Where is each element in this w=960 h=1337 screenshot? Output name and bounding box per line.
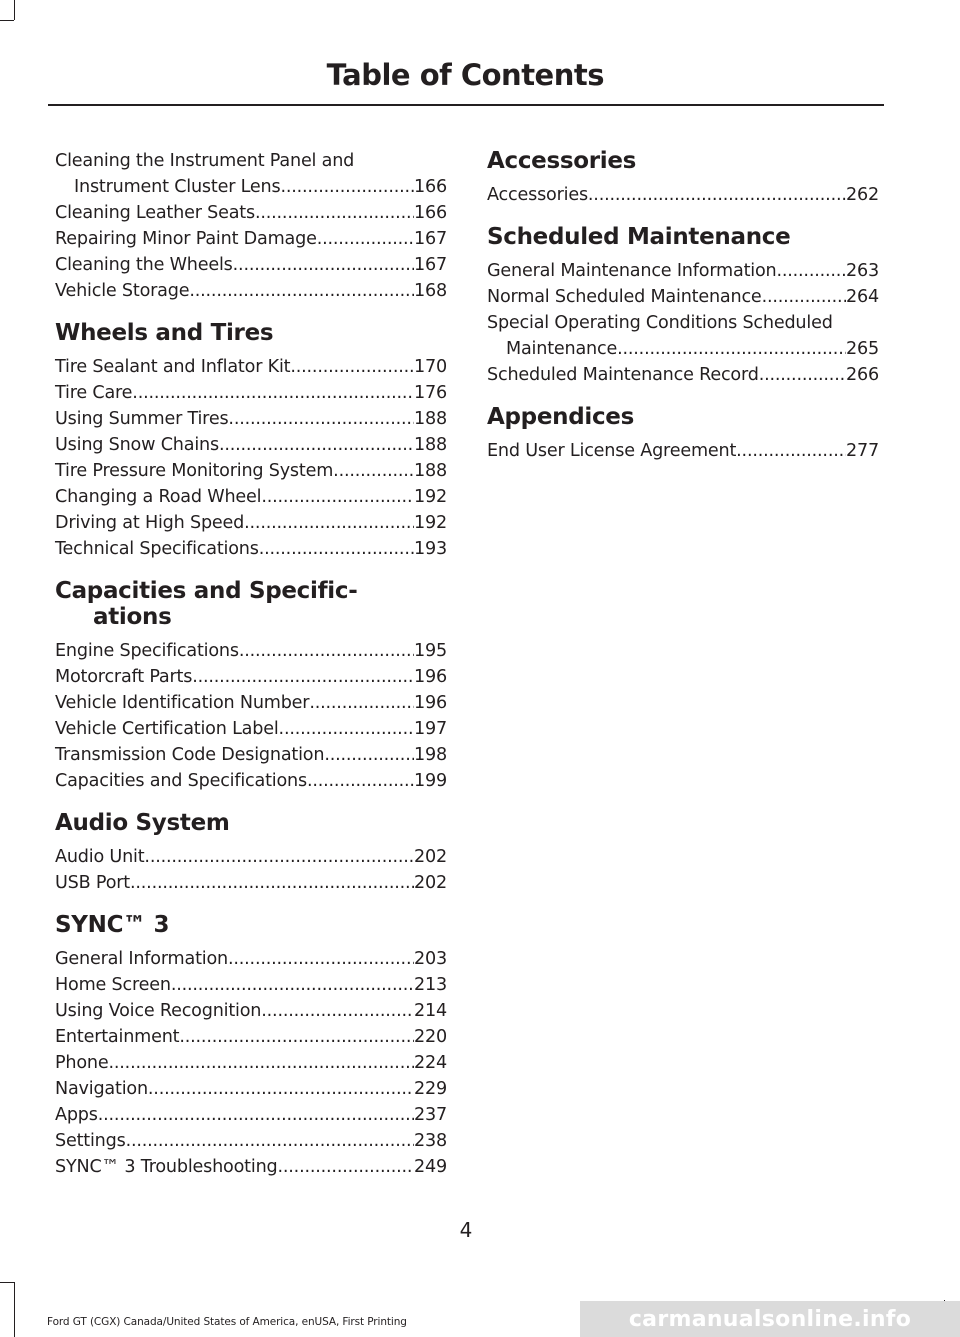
section-heading: Audio System (55, 810, 230, 836)
toc-entry[interactable]: Technical Specifications ..... 193 (55, 536, 447, 562)
section-heading: SYNC™ 3 (55, 912, 170, 938)
page-ref: 196 (414, 667, 447, 687)
toc-entry[interactable]: Accessories ..... 262 (487, 182, 879, 208)
page-ref: 266 (846, 365, 879, 385)
toc-entry[interactable]: Vehicle Storage ..... 168 (55, 278, 447, 304)
page-ref: 262 (846, 185, 879, 205)
footer-note: Ford GT (CGX) Canada/United States of America, enUSA, First Printing (47, 1316, 407, 1328)
toc-entry[interactable]: Cleaning the Wheels ..... 167 (55, 252, 447, 278)
toc-entry[interactable]: Home Screen ..... 213 (55, 972, 447, 998)
page-ref: 167 (414, 229, 447, 249)
toc-entry[interactable]: General Information ..... 203 (55, 946, 447, 972)
toc-left-column (55, 148, 447, 1180)
toc-entry[interactable]: General Maintenance Information ..... 263 (487, 258, 879, 284)
page-ref: 188 (414, 435, 447, 455)
page-ref: 176 (414, 383, 447, 403)
watermark[interactable]: carmanualsonline.info (580, 1301, 960, 1337)
toc-entry[interactable]: Audio Unit ..... 202 (55, 844, 447, 870)
toc-entry[interactable]: Entertainment ..... 220 (55, 1024, 447, 1050)
crop-mark (0, 20, 14, 21)
page-ref: 237 (414, 1105, 447, 1125)
page-ref: 220 (414, 1027, 447, 1047)
page-ref: 199 (414, 771, 447, 791)
toc-entry[interactable]: Repairing Minor Paint Damage ..... 167 (55, 226, 447, 252)
toc-entry[interactable]: Apps ..... 237 (55, 1102, 447, 1128)
page-title: Table of Contents (326, 58, 604, 92)
toc-entry[interactable]: Transmission Code Designation ..... 198 (55, 742, 447, 768)
page-ref: 193 (414, 539, 447, 559)
page-ref: 188 (414, 461, 447, 481)
toc-entry[interactable]: Special Operating Conditions Scheduled Maintenance ..... 265 (487, 310, 879, 362)
page-ref: 196 (414, 693, 447, 713)
crop-mark (0, 1282, 14, 1283)
toc-entry[interactable]: USB Port ..... 202 (55, 870, 447, 896)
toc-entry[interactable]: Tire Pressure Monitoring System ..... 188 (55, 458, 447, 484)
toc-entry[interactable]: Engine Specifications ..... 195 (55, 638, 447, 664)
page-ref: 168 (414, 281, 447, 301)
toc-entry[interactable]: Changing a Road Wheel ..... 192 (55, 484, 447, 510)
page-ref: 198 (414, 745, 447, 765)
toc-entry[interactable]: Motorcraft Parts ..... 196 (55, 664, 447, 690)
page-ref: 265 (846, 339, 879, 359)
page-ref: 264 (846, 287, 879, 307)
page-ref: 229 (414, 1079, 447, 1099)
page-ref: 249 (414, 1157, 447, 1177)
toc-entry[interactable]: Vehicle Certification Label ..... 197 (55, 716, 447, 742)
page-number: 4 (459, 1218, 473, 1242)
toc-entry[interactable]: Settings ..... 238 (55, 1128, 447, 1154)
toc-entry[interactable]: Using Voice Recognition ..... 214 (55, 998, 447, 1024)
toc-entry[interactable]: Driving at High Speed ..... 192 (55, 510, 447, 536)
section-heading: Wheels and Tires (55, 320, 274, 346)
section-heading: Accessories (487, 148, 637, 174)
page-ref: 202 (414, 873, 447, 893)
page-ref: 166 (414, 177, 447, 197)
page-ref: 167 (414, 255, 447, 275)
page-ref: 192 (414, 487, 447, 507)
toc-entry[interactable]: Vehicle Identification Number ..... 196 (55, 690, 447, 716)
toc-entry[interactable]: Navigation ..... 229 (55, 1076, 447, 1102)
page-ref: 166 (414, 203, 447, 223)
toc-entry[interactable]: Cleaning the Instrument Panel and Instrument Cluster Lens ..... 166 (55, 148, 447, 200)
toc-entry[interactable]: Using Summer Tires ..... 188 (55, 406, 447, 432)
toc-entry[interactable]: Capacities and Specifications ..... 199 (55, 768, 447, 794)
toc-right-column (487, 148, 879, 464)
section-heading: Appendices (487, 404, 634, 430)
page-ref: 238 (414, 1131, 447, 1151)
toc-entry[interactable]: Using Snow Chains ..... 188 (55, 432, 447, 458)
page-ref: 195 (414, 641, 447, 661)
page-ref: 170 (414, 357, 447, 377)
toc-entry[interactable]: Scheduled Maintenance Record ..... 266 (487, 362, 879, 388)
crop-mark (14, 0, 15, 20)
toc-entry[interactable]: Tire Sealant and Inflator Kit ..... 170 (55, 354, 447, 380)
page-ref: 197 (414, 719, 447, 739)
page-ref: 263 (846, 261, 879, 281)
toc-entry[interactable]: Cleaning Leather Seats ..... 166 (55, 200, 447, 226)
section-heading: Capacities and Specific- ations (55, 578, 358, 630)
section-heading: Scheduled Maintenance (487, 224, 791, 250)
page-ref: 213 (414, 975, 447, 995)
page-ref: 214 (414, 1001, 447, 1021)
page-ref: 224 (414, 1053, 447, 1073)
toc-entry[interactable]: Normal Scheduled Maintenance ..... 264 (487, 284, 879, 310)
toc-entry[interactable]: Tire Care ..... 176 (55, 380, 447, 406)
page-ref: 203 (414, 949, 447, 969)
page-ref: 277 (846, 441, 879, 461)
toc-entry[interactable]: SYNC™ 3 Troubleshooting ..... 249 (55, 1154, 447, 1180)
toc-entry[interactable]: End User License Agreement ..... 277 (487, 438, 879, 464)
page-ref: 192 (414, 513, 447, 533)
page-ref: 188 (414, 409, 447, 429)
crop-mark (14, 1282, 15, 1337)
page-ref: 202 (414, 847, 447, 867)
toc-entry[interactable]: Phone ..... 224 (55, 1050, 447, 1076)
header-rule (48, 104, 884, 106)
